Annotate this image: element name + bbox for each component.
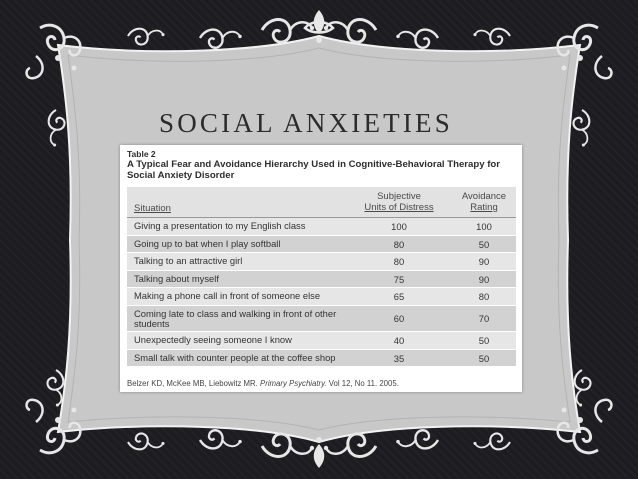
table-row <box>127 288 516 306</box>
avoidance-cell: 50 <box>478 238 490 250</box>
header-avoidance <box>453 191 515 213</box>
header-suds <box>359 191 439 213</box>
suds-cell: 35 <box>393 352 405 364</box>
avoidance-cell: 90 <box>478 256 490 268</box>
table-row <box>127 218 516 236</box>
situation-cell: Giving a presentation to my English class <box>134 220 306 231</box>
slide-title: SOCIAL ANXIETIES <box>159 108 453 138</box>
table-label: Table 2 <box>127 149 156 159</box>
source-journal: Primary Psychiatry. <box>260 379 327 388</box>
situation-cell: Small talk with counter people at the coffee shop <box>134 351 336 363</box>
situation-cell: Making a phone call in front of someone else <box>134 290 321 302</box>
header-suds-line2: Units of Distress <box>364 202 434 213</box>
table-row <box>127 306 516 332</box>
suds-cell: 60 <box>393 312 405 324</box>
suds-cell: 80 <box>393 256 405 268</box>
suds-cell: 65 <box>393 291 405 303</box>
hierarchy-table <box>120 145 522 392</box>
avoidance-cell: 100 <box>476 221 492 232</box>
situation-cell: Talking to an attractive girl <box>134 255 243 267</box>
source-volume: Vol 12, No 11. 2005. <box>328 379 399 388</box>
table-row <box>127 271 516 289</box>
situation-cell: Coming late to class and walking in front of other students <box>134 307 337 329</box>
situation-cell: Talking about myself <box>134 272 219 284</box>
table-row <box>127 332 516 350</box>
table-row <box>127 350 516 368</box>
avoidance-cell: 50 <box>478 334 490 346</box>
header-avoidance-line2: Rating <box>470 202 498 213</box>
suds-cell: 100 <box>391 221 407 232</box>
avoidance-cell: 90 <box>478 273 490 285</box>
suds-cell: 80 <box>393 238 405 250</box>
suds-cell: 40 <box>393 334 405 346</box>
table-title: A Typical Fear and Avoidance Hierarchy Used in Cognitive-Behavioral Therapy for Social Anxiety Disorder <box>127 159 501 181</box>
situation-cell: Unexpectedly seeing someone I know <box>134 333 292 345</box>
table-body <box>127 218 516 367</box>
table-row <box>127 236 516 254</box>
table-header <box>127 187 516 218</box>
avoidance-cell: 70 <box>478 312 490 324</box>
source-citation <box>127 379 399 388</box>
avoidance-cell: 80 <box>478 291 490 303</box>
header-situation: Situation <box>134 203 171 214</box>
header-suds-line1: Subjective <box>377 191 421 202</box>
avoidance-cell: 50 <box>478 352 490 364</box>
suds-cell: 75 <box>393 273 405 285</box>
table-row <box>127 253 516 271</box>
situation-cell: Going up to bat when I play softball <box>134 237 281 249</box>
header-avoidance-line1: Avoidance <box>461 191 507 202</box>
source-authors: Belzer KD, McKee MB, Liebowitz MR. <box>127 379 258 388</box>
